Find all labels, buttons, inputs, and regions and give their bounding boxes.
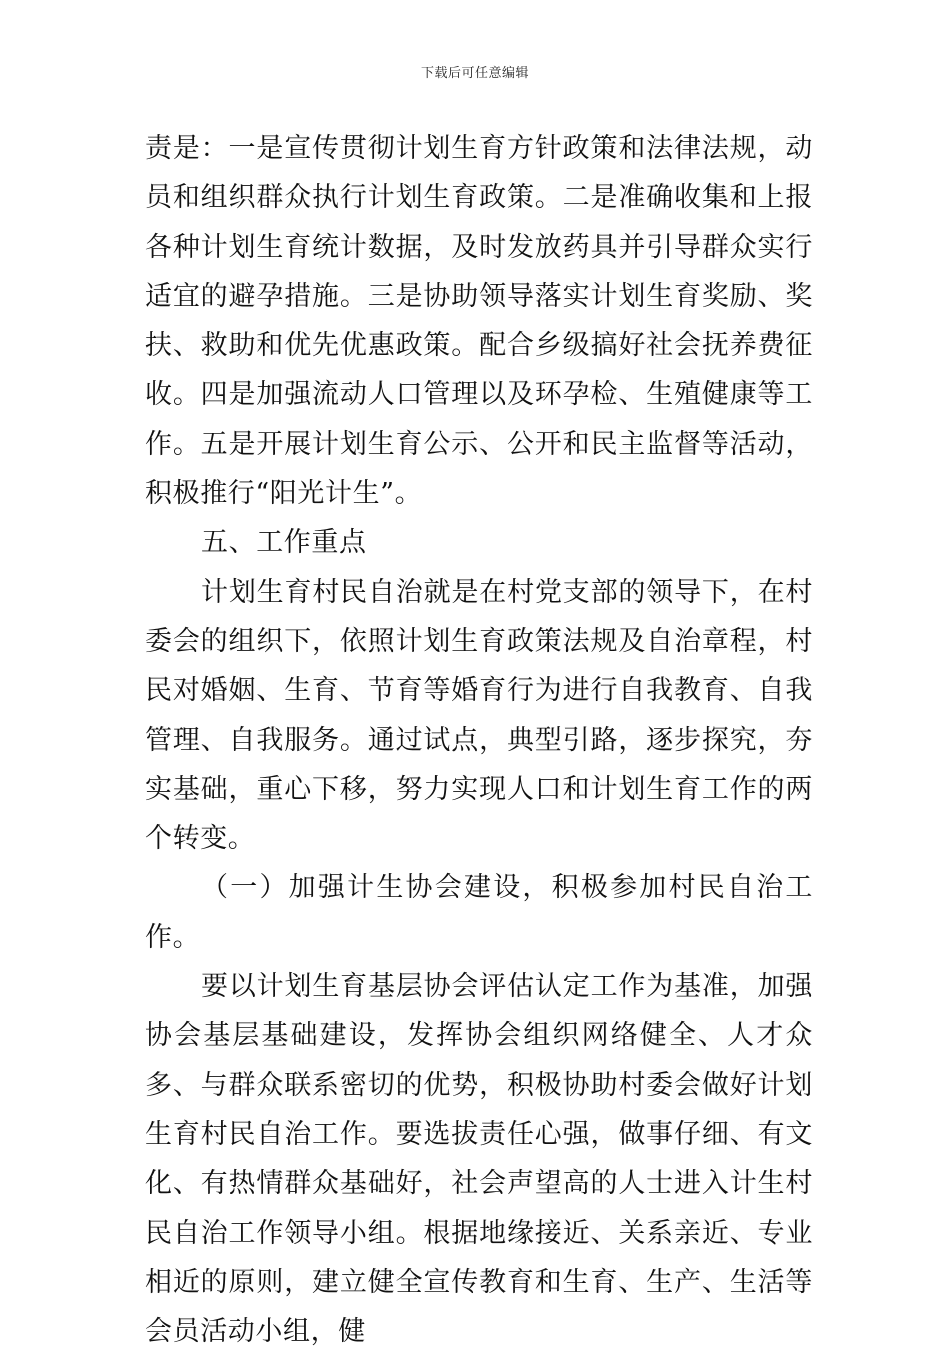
paragraph-village-autonomy: 计划生育村民自治就是在村党支部的领导下，在村委会的组织下，依照计划生育政策法规及自治章程，村民对婚姻、生育、节育等婚育行为进行自我教育、自我管理、自我服务。通过试点，典型引路，逐步探究，夯实基础，重心下移，努力实现人口和计划生育工作的两个转变。	[145, 576, 813, 855]
paragraph-duties: 责是：一是宣传贯彻计划生育方针政策和法律法规，动员和组织群众执行计划生育政策。二是准确收集和上报各种计划生育统计数据，及时发放药具并引导群众实行适宜的避孕措施。三是协助领导落实计划生育奖励、奖扶、救助和优先优惠政策。配合乡级搞好社会抚养费征收。四是加强流动人口管理以及环孕检、生殖健康等工作。五是开展计划生育公示、公开和民主监督等活动，积极推行“阳光计生”。	[145, 133, 813, 510]
subheading-association-building: （一）加强计生协会建设，积极参加村民自治工作。	[145, 872, 813, 953]
section-heading-work-focus: 五、工作重点	[201, 527, 367, 559]
document-body	[145, 124, 813, 1356]
page-header: 下载后可任意编辑	[420, 66, 529, 81]
paragraph-association-work: 要以计划生育基层协会评估认定工作为基准，加强协会基层基础建设，发挥协会组织网络健全、人才众多、与群众联系密切的优势，积极协助村委会做好计划生育村民自治工作。要选拔责任心强，做事仔细、有文化、有热情群众基础好，社会声望高的人士进入计生村民自治工作领导小组。根据地缘接近、关系亲近、专业相近的原则，建立健全宣传教育和生育、生产、生活等会员活动小组，健	[145, 971, 813, 1348]
